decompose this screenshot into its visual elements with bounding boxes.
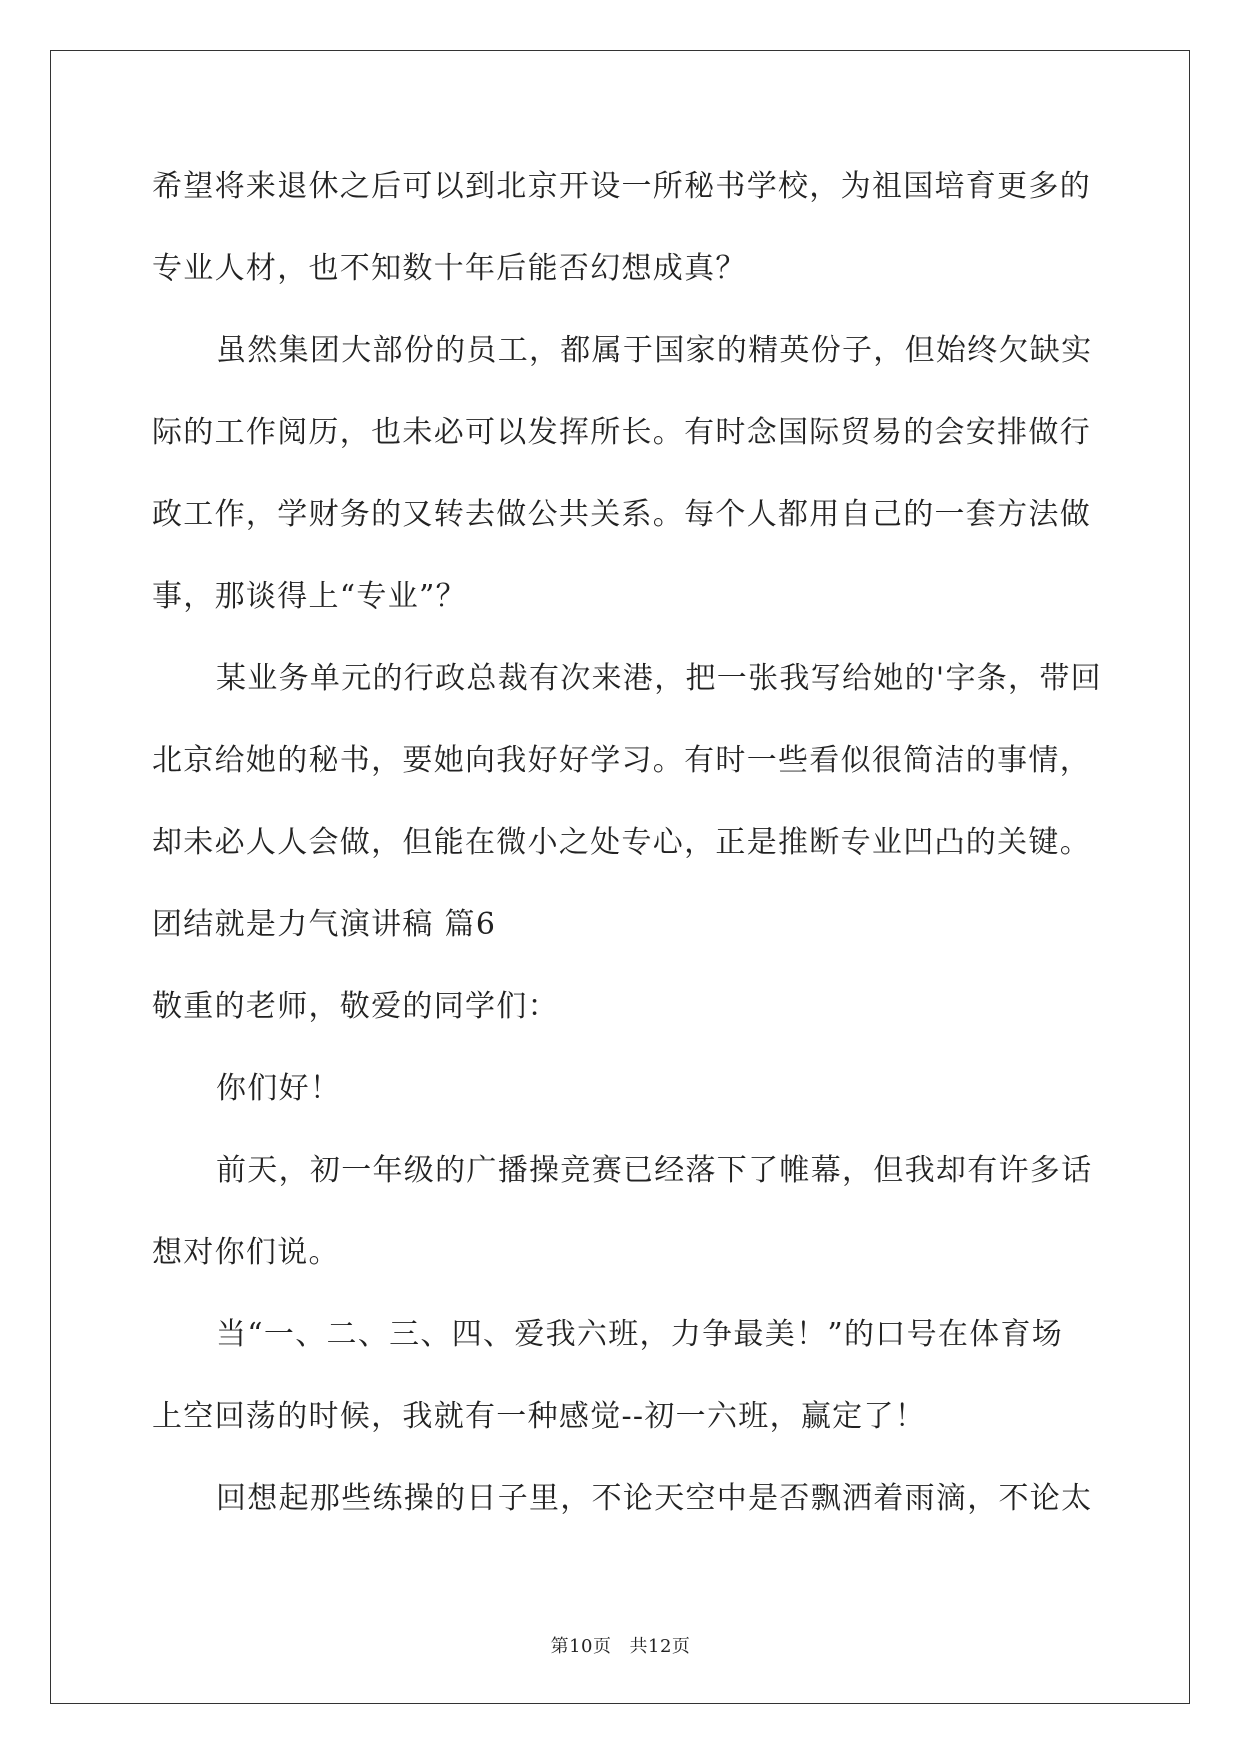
text-line: 当“一、二、三、四、爱我六班，力争最美！”的口号在体育场 — [216, 1317, 1064, 1352]
greeting: 你们好！ — [216, 1071, 342, 1106]
page-total: 共12页 — [629, 1636, 691, 1657]
text-line: 回想起那些练操的日子里，不论天空中是否飘洒着雨滴，不论太 — [216, 1481, 1093, 1516]
text-line: 前天，初一年级的广播操竞赛已经落下了帷幕，但我却有许多话 — [216, 1153, 1093, 1188]
section-heading: 团结就是力气演讲稿 篇6 — [152, 907, 497, 942]
text-line: 政工作，学财务的又转去做公共关系。每个人都用自己的一套方法做 — [152, 497, 1091, 532]
text-line: 上空回荡的时候，我就有一种感觉--初一六班，赢定了！ — [152, 1399, 927, 1434]
text-line: 某业务单元的行政总裁有次来港，把一张我写给她的'字条，带回 — [216, 661, 1102, 696]
text-line: 北京给她的秘书，要她向我好好学习。有时一些看似很简洁的事情， — [152, 743, 1091, 778]
text-line: 专业人材，也不知数十年后能否幻想成真？ — [152, 251, 747, 286]
text-line: 事，那谈得上“专业”？ — [152, 579, 467, 614]
text-line: 际的工作阅历，也未必可以发挥所长。有时念国际贸易的会安排做行 — [152, 415, 1091, 450]
text-line: 虽然集团大部份的员工，都属于国家的精英份子，但始终欠缺实 — [216, 333, 1093, 368]
text-line: 却未必人人会做，但能在微小之处专心，正是推断专业凹凸的关键。 — [152, 825, 1091, 860]
page-footer — [0, 1632, 1241, 1658]
text-line: 希望将来退休之后可以到北京开设一所秘书学校，为祖国培育更多的 — [152, 169, 1091, 204]
text-line: 想对你们说。 — [152, 1235, 340, 1270]
page-number: 第10页 — [550, 1636, 612, 1657]
salutation: 敬重的老师，敬爱的同学们： — [152, 989, 559, 1024]
document-body — [152, 160, 1102, 1554]
